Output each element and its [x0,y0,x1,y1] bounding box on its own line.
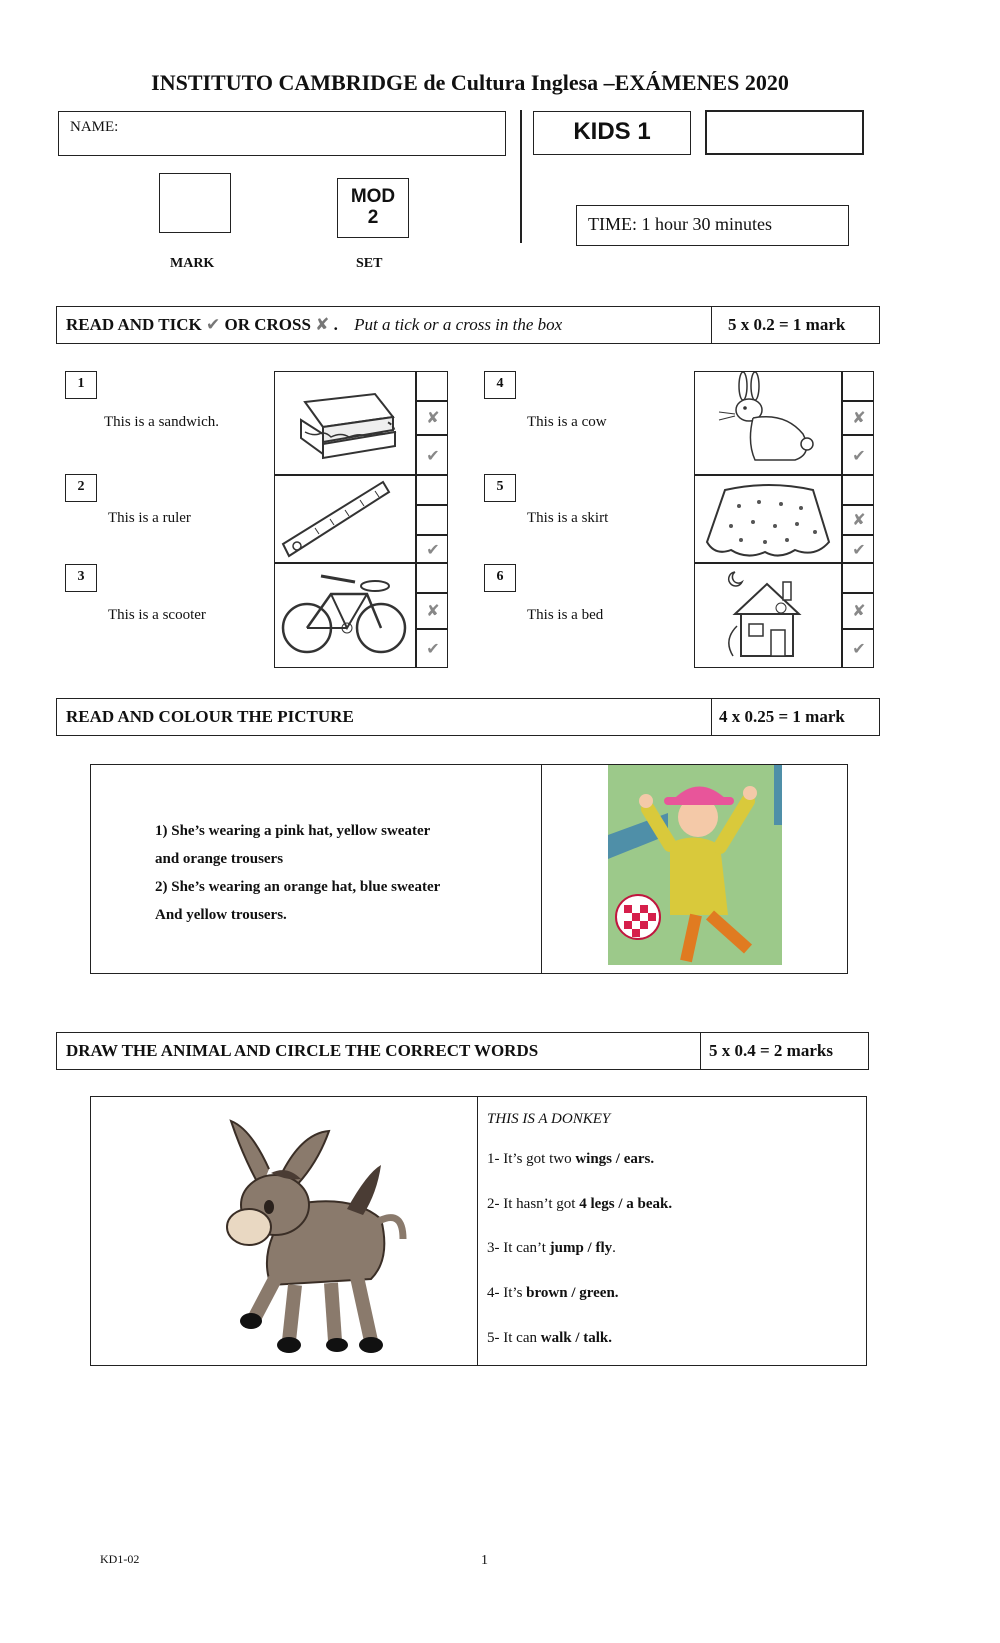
donkey-question-5 [487,1330,612,1347]
answer-box-3a[interactable] [416,563,448,593]
dot-label: . [333,315,338,334]
question-2-options[interactable]: 4 legs / a beak. [579,1196,673,1212]
donkey-question-4 [487,1285,619,1302]
section3-title: DRAW THE ANIMAL AND CIRCLE THE CORRECT WORDS [66,1041,539,1060]
rabbit-picture [695,372,841,474]
item-number-2: 2 [65,474,97,502]
or-cross-label: OR CROSS [224,315,311,334]
answer-box-5b[interactable] [842,505,874,535]
mod-label: MOD [350,186,396,207]
section1-title [66,315,562,335]
question-1-options[interactable]: wings / ears. [575,1151,655,1167]
read-tick-label: READ AND TICK [66,315,202,334]
item-number-5: 5 [484,474,516,502]
level-label: KIDS 1 [573,118,651,145]
picture-cell-sandwich [274,371,416,475]
answer-box-4b[interactable] [842,401,874,435]
section3-score: 5 x 0.4 = 2 marks [709,1041,833,1060]
cross-icon: ✘ [426,603,440,620]
exam-title: INSTITUTO CAMBRIDGE de Cultura Inglesa –EXÁMENES 2020 [151,70,789,95]
cross-icon: ✘ [852,410,866,427]
tick-icon: ✔ [426,542,440,559]
tick-icon: ✔ [426,448,440,465]
time-box [576,205,849,246]
colour-line-4: And yellow trousers. [155,907,287,923]
section2-divider [711,699,712,735]
donkey-task-box [90,1096,867,1366]
donkey-question-3 [487,1240,616,1257]
donkey-heading: THIS IS A DONKEY [487,1111,611,1127]
ruler-picture [275,476,415,562]
section1-divider [711,307,712,343]
tick-icon: ✔ [852,448,866,465]
item-sentence-4: This is a cow [527,414,607,430]
answer-box-5a[interactable] [842,475,874,505]
answer-box-4a[interactable] [842,371,874,401]
section2-title: READ AND COLOUR THE PICTURE [66,707,354,726]
colour-instructions [155,817,440,929]
colour-task-box [90,764,848,974]
picture-cell-house [694,563,842,668]
section2-score: 4 x 0.25 = 1 mark [719,707,845,726]
cross-icon: ✘ [426,410,440,427]
section3-divider [700,1033,701,1069]
picture-cell-ruler [274,475,416,563]
answer-box-2b[interactable] [416,505,448,535]
answer-box-1c[interactable] [416,435,448,475]
section1-header [56,306,880,344]
item-number-3: 3 [65,564,97,592]
tick-icon: ✔ [205,315,221,334]
header-divider [520,110,522,243]
donkey-question-2 [487,1196,672,1213]
question-2-text: 2- It hasn’t got [487,1196,580,1212]
item-sentence-3: This is a scooter [108,607,206,623]
cross-icon: ✘ [852,603,866,620]
donkey-picture [171,1109,421,1359]
mark-label: MARK [170,256,215,271]
answer-box-6b[interactable] [842,593,874,629]
question-5-text: 5- It can [487,1330,541,1346]
level-answer-box[interactable] [705,110,864,155]
item-number-6: 6 [484,564,516,592]
skirt-picture [695,476,841,562]
sandwich-picture [275,372,415,474]
footer-code: KD1-02 [100,1552,140,1566]
answer-box-5c[interactable] [842,535,874,563]
picture-cell-rabbit [694,371,842,475]
name-field[interactable] [58,111,506,156]
answer-box-1a[interactable] [416,371,448,401]
mod-box [337,178,409,238]
colour-line-3: 2) She’s wearing an orange hat, blue sweater [155,879,441,895]
bicycle-picture [275,564,415,667]
item-sentence-6: This is a bed [527,607,604,623]
colour-line-2: and orange trousers [155,851,284,867]
level-box [533,111,691,155]
question-1-text: 1- It’s got two [487,1151,576,1167]
donkey-questions [477,1097,867,1367]
colour-line-1: 1) She’s wearing a pink hat, yellow sweater [155,823,431,839]
section1-instruction: Put a tick or a cross in the box [354,315,563,334]
question-4-text: 4- It’s [487,1285,527,1301]
page-number: 1 [481,1553,488,1568]
cross-icon: ✘ [852,512,866,529]
answer-box-1b[interactable] [416,401,448,435]
item-number-1: 1 [65,371,97,399]
house-picture [695,564,841,667]
question-3-options[interactable]: jump / fly [549,1240,613,1256]
girl-picture [608,765,782,965]
section3-header [56,1032,869,1070]
question-5-options[interactable]: walk / talk. [540,1330,612,1346]
picture-cell-bicycle [274,563,416,668]
answer-box-3b[interactable] [416,593,448,629]
tick-icon: ✔ [852,641,866,658]
tick-icon: ✔ [852,542,866,559]
section2-header [56,698,880,736]
answer-box-2c[interactable] [416,535,448,563]
time-label: TIME: 1 hour 30 minutes [588,214,772,234]
item-number-4: 4 [484,371,516,399]
picture-cell-skirt [694,475,842,563]
answer-box-4c[interactable] [842,435,874,475]
question-4-options[interactable]: brown / green. [526,1285,619,1301]
item-sentence-2: This is a ruler [108,510,191,526]
set-label: SET [356,256,383,271]
item-sentence-1: This is a sandwich. [104,414,219,430]
answer-box-6a[interactable] [842,563,874,593]
name-label: NAME: [70,119,119,135]
answer-box-2a[interactable] [416,475,448,505]
mod-number: 2 [367,207,379,228]
item-sentence-5: This is a skirt [527,510,609,526]
tick-icon: ✔ [426,641,440,658]
mark-box[interactable] [159,173,231,233]
donkey-question-1 [487,1151,654,1168]
question-3-text: 3- It can’t [487,1240,550,1256]
colour-task-divider [541,765,542,973]
section1-score: 5 x 0.2 = 1 mark [728,315,846,334]
answer-box-6c[interactable] [842,629,874,668]
cross-icon: ✘ [315,315,330,334]
question-3-suffix: . [612,1240,616,1256]
answer-box-3c[interactable] [416,629,448,668]
